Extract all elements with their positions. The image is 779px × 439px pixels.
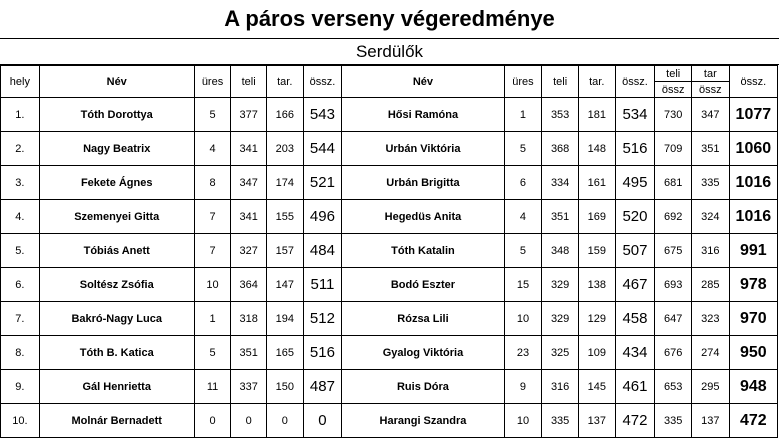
player1-name-cell: Tóbiás Anett — [39, 234, 194, 268]
place-cell: 7. — [1, 302, 40, 336]
place-cell: 8. — [1, 336, 40, 370]
player2-ures-cell: 15 — [504, 268, 542, 302]
player1-teli-cell: 341 — [231, 200, 267, 234]
pair-tar-sum-cell: 295 — [692, 370, 730, 404]
pair-total-cell: 950 — [729, 336, 777, 370]
player1-tar-cell: 165 — [266, 336, 303, 370]
header-ures-2: üres — [504, 66, 542, 98]
player2-teli-cell: 329 — [542, 268, 579, 302]
player2-tar-cell: 145 — [578, 370, 615, 404]
pair-total-cell: 472 — [729, 404, 777, 438]
pair-teli-sum-cell: 681 — [655, 166, 692, 200]
player2-tar-cell: 181 — [578, 98, 615, 132]
table-row — [1, 200, 778, 234]
player2-teli-cell: 334 — [542, 166, 579, 200]
table-row — [1, 370, 778, 404]
pair-total-cell: 970 — [729, 302, 777, 336]
player2-sum-cell: 472 — [615, 404, 655, 438]
player1-tar-cell: 147 — [266, 268, 303, 302]
pair-total-cell: 1060 — [729, 132, 777, 166]
player1-teli-cell: 327 — [231, 234, 267, 268]
pair-teli-sum-cell: 692 — [655, 200, 692, 234]
table-row — [1, 132, 778, 166]
player1-sum-cell: 511 — [303, 268, 342, 302]
pair-teli-sum-cell: 675 — [655, 234, 692, 268]
table-body — [1, 98, 778, 438]
player2-sum-cell: 467 — [615, 268, 655, 302]
pair-teli-sum-cell: 647 — [655, 302, 692, 336]
player1-ures-cell: 1 — [194, 302, 231, 336]
player2-tar-cell: 129 — [578, 302, 615, 336]
player1-ures-cell: 11 — [194, 370, 231, 404]
pair-tar-sum-cell: 274 — [692, 336, 730, 370]
player1-tar-cell: 203 — [266, 132, 303, 166]
player1-ures-cell: 4 — [194, 132, 231, 166]
player2-ures-cell: 23 — [504, 336, 542, 370]
player2-tar-cell: 109 — [578, 336, 615, 370]
player2-name-cell: Urbán Brigitta — [342, 166, 504, 200]
player2-sum-cell: 516 — [615, 132, 655, 166]
player1-teli-cell: 347 — [231, 166, 267, 200]
player2-teli-cell: 329 — [542, 302, 579, 336]
table-row — [1, 268, 778, 302]
player1-tar-cell: 150 — [266, 370, 303, 404]
player2-teli-cell: 325 — [542, 336, 579, 370]
player2-ures-cell: 4 — [504, 200, 542, 234]
player1-sum-cell: 487 — [303, 370, 342, 404]
results-table — [0, 65, 778, 438]
table-row — [1, 166, 778, 200]
player1-tar-cell: 194 — [266, 302, 303, 336]
player2-ures-cell: 1 — [504, 98, 542, 132]
player2-name-cell: Hegedüs Anita — [342, 200, 504, 234]
player2-name-cell: Harangi Szandra — [342, 404, 504, 438]
player2-sum-cell: 495 — [615, 166, 655, 200]
player1-teli-cell: 337 — [231, 370, 267, 404]
pair-total-cell: 978 — [729, 268, 777, 302]
player1-name-cell: Tóth B. Katica — [39, 336, 194, 370]
player2-tar-cell: 169 — [578, 200, 615, 234]
player2-name-cell: Hősi Ramóna — [342, 98, 504, 132]
player2-sum-cell: 458 — [615, 302, 655, 336]
place-cell: 3. — [1, 166, 40, 200]
pair-tar-sum-cell: 316 — [692, 234, 730, 268]
table-row — [1, 404, 778, 438]
player1-ures-cell: 5 — [194, 98, 231, 132]
player2-tar-cell: 148 — [578, 132, 615, 166]
pair-tar-sum-cell: 324 — [692, 200, 730, 234]
table-row — [1, 336, 778, 370]
pair-teli-sum-cell: 653 — [655, 370, 692, 404]
player2-teli-cell: 335 — [542, 404, 579, 438]
player1-ures-cell: 0 — [194, 404, 231, 438]
player2-teli-cell: 368 — [542, 132, 579, 166]
player1-teli-cell: 0 — [231, 404, 267, 438]
pair-total-cell: 1077 — [729, 98, 777, 132]
place-cell: 9. — [1, 370, 40, 404]
header-ossz-1: össz. — [303, 66, 342, 98]
player1-sum-cell: 0 — [303, 404, 342, 438]
player1-sum-cell: 543 — [303, 98, 342, 132]
player1-teli-cell: 318 — [231, 302, 267, 336]
player1-teli-cell: 341 — [231, 132, 267, 166]
player1-teli-cell: 364 — [231, 268, 267, 302]
category-subtitle: Serdülők — [0, 39, 779, 65]
table-header — [1, 66, 778, 98]
player1-tar-cell: 166 — [266, 98, 303, 132]
player1-sum-cell: 544 — [303, 132, 342, 166]
player1-tar-cell: 174 — [266, 166, 303, 200]
player2-sum-cell: 507 — [615, 234, 655, 268]
pair-tar-sum-cell: 347 — [692, 98, 730, 132]
pair-total-cell: 1016 — [729, 200, 777, 234]
player2-name-cell: Ruis Dóra — [342, 370, 504, 404]
pair-teli-sum-cell: 730 — [655, 98, 692, 132]
player2-teli-cell: 353 — [542, 98, 579, 132]
player2-teli-cell: 351 — [542, 200, 579, 234]
pair-tar-sum-cell: 351 — [692, 132, 730, 166]
player1-tar-cell: 0 — [266, 404, 303, 438]
header-hely: hely — [1, 66, 40, 98]
header-ossz-2: össz. — [615, 66, 655, 98]
player1-ures-cell: 10 — [194, 268, 231, 302]
player1-sum-cell: 484 — [303, 234, 342, 268]
player2-sum-cell: 434 — [615, 336, 655, 370]
pair-teli-sum-cell: 335 — [655, 404, 692, 438]
player1-name-cell: Soltész Zsófia — [39, 268, 194, 302]
place-cell: 10. — [1, 404, 40, 438]
pair-teli-sum-cell: 676 — [655, 336, 692, 370]
header-teli-2: teli — [542, 66, 579, 98]
player2-teli-cell: 348 — [542, 234, 579, 268]
player2-ures-cell: 10 — [504, 404, 542, 438]
player2-teli-cell: 316 — [542, 370, 579, 404]
page-title: A páros verseny végeredménye — [0, 0, 779, 39]
player2-name-cell: Urbán Viktória — [342, 132, 504, 166]
player1-tar-cell: 155 — [266, 200, 303, 234]
header-ures-1: üres — [194, 66, 231, 98]
player2-tar-cell: 161 — [578, 166, 615, 200]
player1-sum-cell: 512 — [303, 302, 342, 336]
player2-ures-cell: 9 — [504, 370, 542, 404]
player1-ures-cell: 5 — [194, 336, 231, 370]
pair-teli-sum-cell: 709 — [655, 132, 692, 166]
player2-name-cell: Rózsa Lili — [342, 302, 504, 336]
player1-ures-cell: 7 — [194, 200, 231, 234]
player1-sum-cell: 521 — [303, 166, 342, 200]
header-name-1: Név — [39, 66, 194, 98]
player2-tar-cell: 159 — [578, 234, 615, 268]
player1-sum-cell: 516 — [303, 336, 342, 370]
player2-sum-cell: 534 — [615, 98, 655, 132]
player2-ures-cell: 5 — [504, 234, 542, 268]
player2-name-cell: Gyalog Viktória — [342, 336, 504, 370]
table-row — [1, 234, 778, 268]
player1-teli-cell: 351 — [231, 336, 267, 370]
place-cell: 2. — [1, 132, 40, 166]
table-row — [1, 98, 778, 132]
player2-tar-cell: 138 — [578, 268, 615, 302]
player1-name-cell: Szemenyei Gitta — [39, 200, 194, 234]
pair-total-cell: 948 — [729, 370, 777, 404]
player2-name-cell: Tóth Katalin — [342, 234, 504, 268]
player1-sum-cell: 496 — [303, 200, 342, 234]
pair-tar-sum-cell: 137 — [692, 404, 730, 438]
pair-tar-sum-cell: 285 — [692, 268, 730, 302]
player2-name-cell: Bodó Eszter — [342, 268, 504, 302]
player2-ures-cell: 10 — [504, 302, 542, 336]
pair-total-cell: 1016 — [729, 166, 777, 200]
header-tar-1: tar. — [266, 66, 303, 98]
player2-ures-cell: 6 — [504, 166, 542, 200]
player1-name-cell: Tóth Dorottya — [39, 98, 194, 132]
player1-ures-cell: 7 — [194, 234, 231, 268]
pair-tar-sum-cell: 323 — [692, 302, 730, 336]
place-cell: 1. — [1, 98, 40, 132]
player2-tar-cell: 137 — [578, 404, 615, 438]
player1-teli-cell: 377 — [231, 98, 267, 132]
header-name-2: Név — [342, 66, 504, 98]
player1-name-cell: Fekete Ágnes — [39, 166, 194, 200]
header-teli-1: teli — [231, 66, 267, 98]
header-tar-sum-top: tar — [692, 66, 730, 82]
player1-name-cell: Gál Henrietta — [39, 370, 194, 404]
pair-tar-sum-cell: 335 — [692, 166, 730, 200]
player2-sum-cell: 520 — [615, 200, 655, 234]
player1-name-cell: Molnár Bernadett — [39, 404, 194, 438]
place-cell: 5. — [1, 234, 40, 268]
pair-teli-sum-cell: 693 — [655, 268, 692, 302]
player1-tar-cell: 157 — [266, 234, 303, 268]
player1-name-cell: Nagy Beatrix — [39, 132, 194, 166]
player1-name-cell: Bakró-Nagy Luca — [39, 302, 194, 336]
place-cell: 6. — [1, 268, 40, 302]
header-teli-sum-top: teli — [655, 66, 692, 82]
player1-ures-cell: 8 — [194, 166, 231, 200]
header-tar-sum-bottom: össz — [692, 82, 730, 98]
player2-ures-cell: 5 — [504, 132, 542, 166]
header-total: össz. — [729, 66, 777, 98]
place-cell: 4. — [1, 200, 40, 234]
header-teli-sum-bottom: össz — [655, 82, 692, 98]
player2-sum-cell: 461 — [615, 370, 655, 404]
table-row — [1, 302, 778, 336]
header-tar-2: tar. — [578, 66, 615, 98]
pair-total-cell: 991 — [729, 234, 777, 268]
